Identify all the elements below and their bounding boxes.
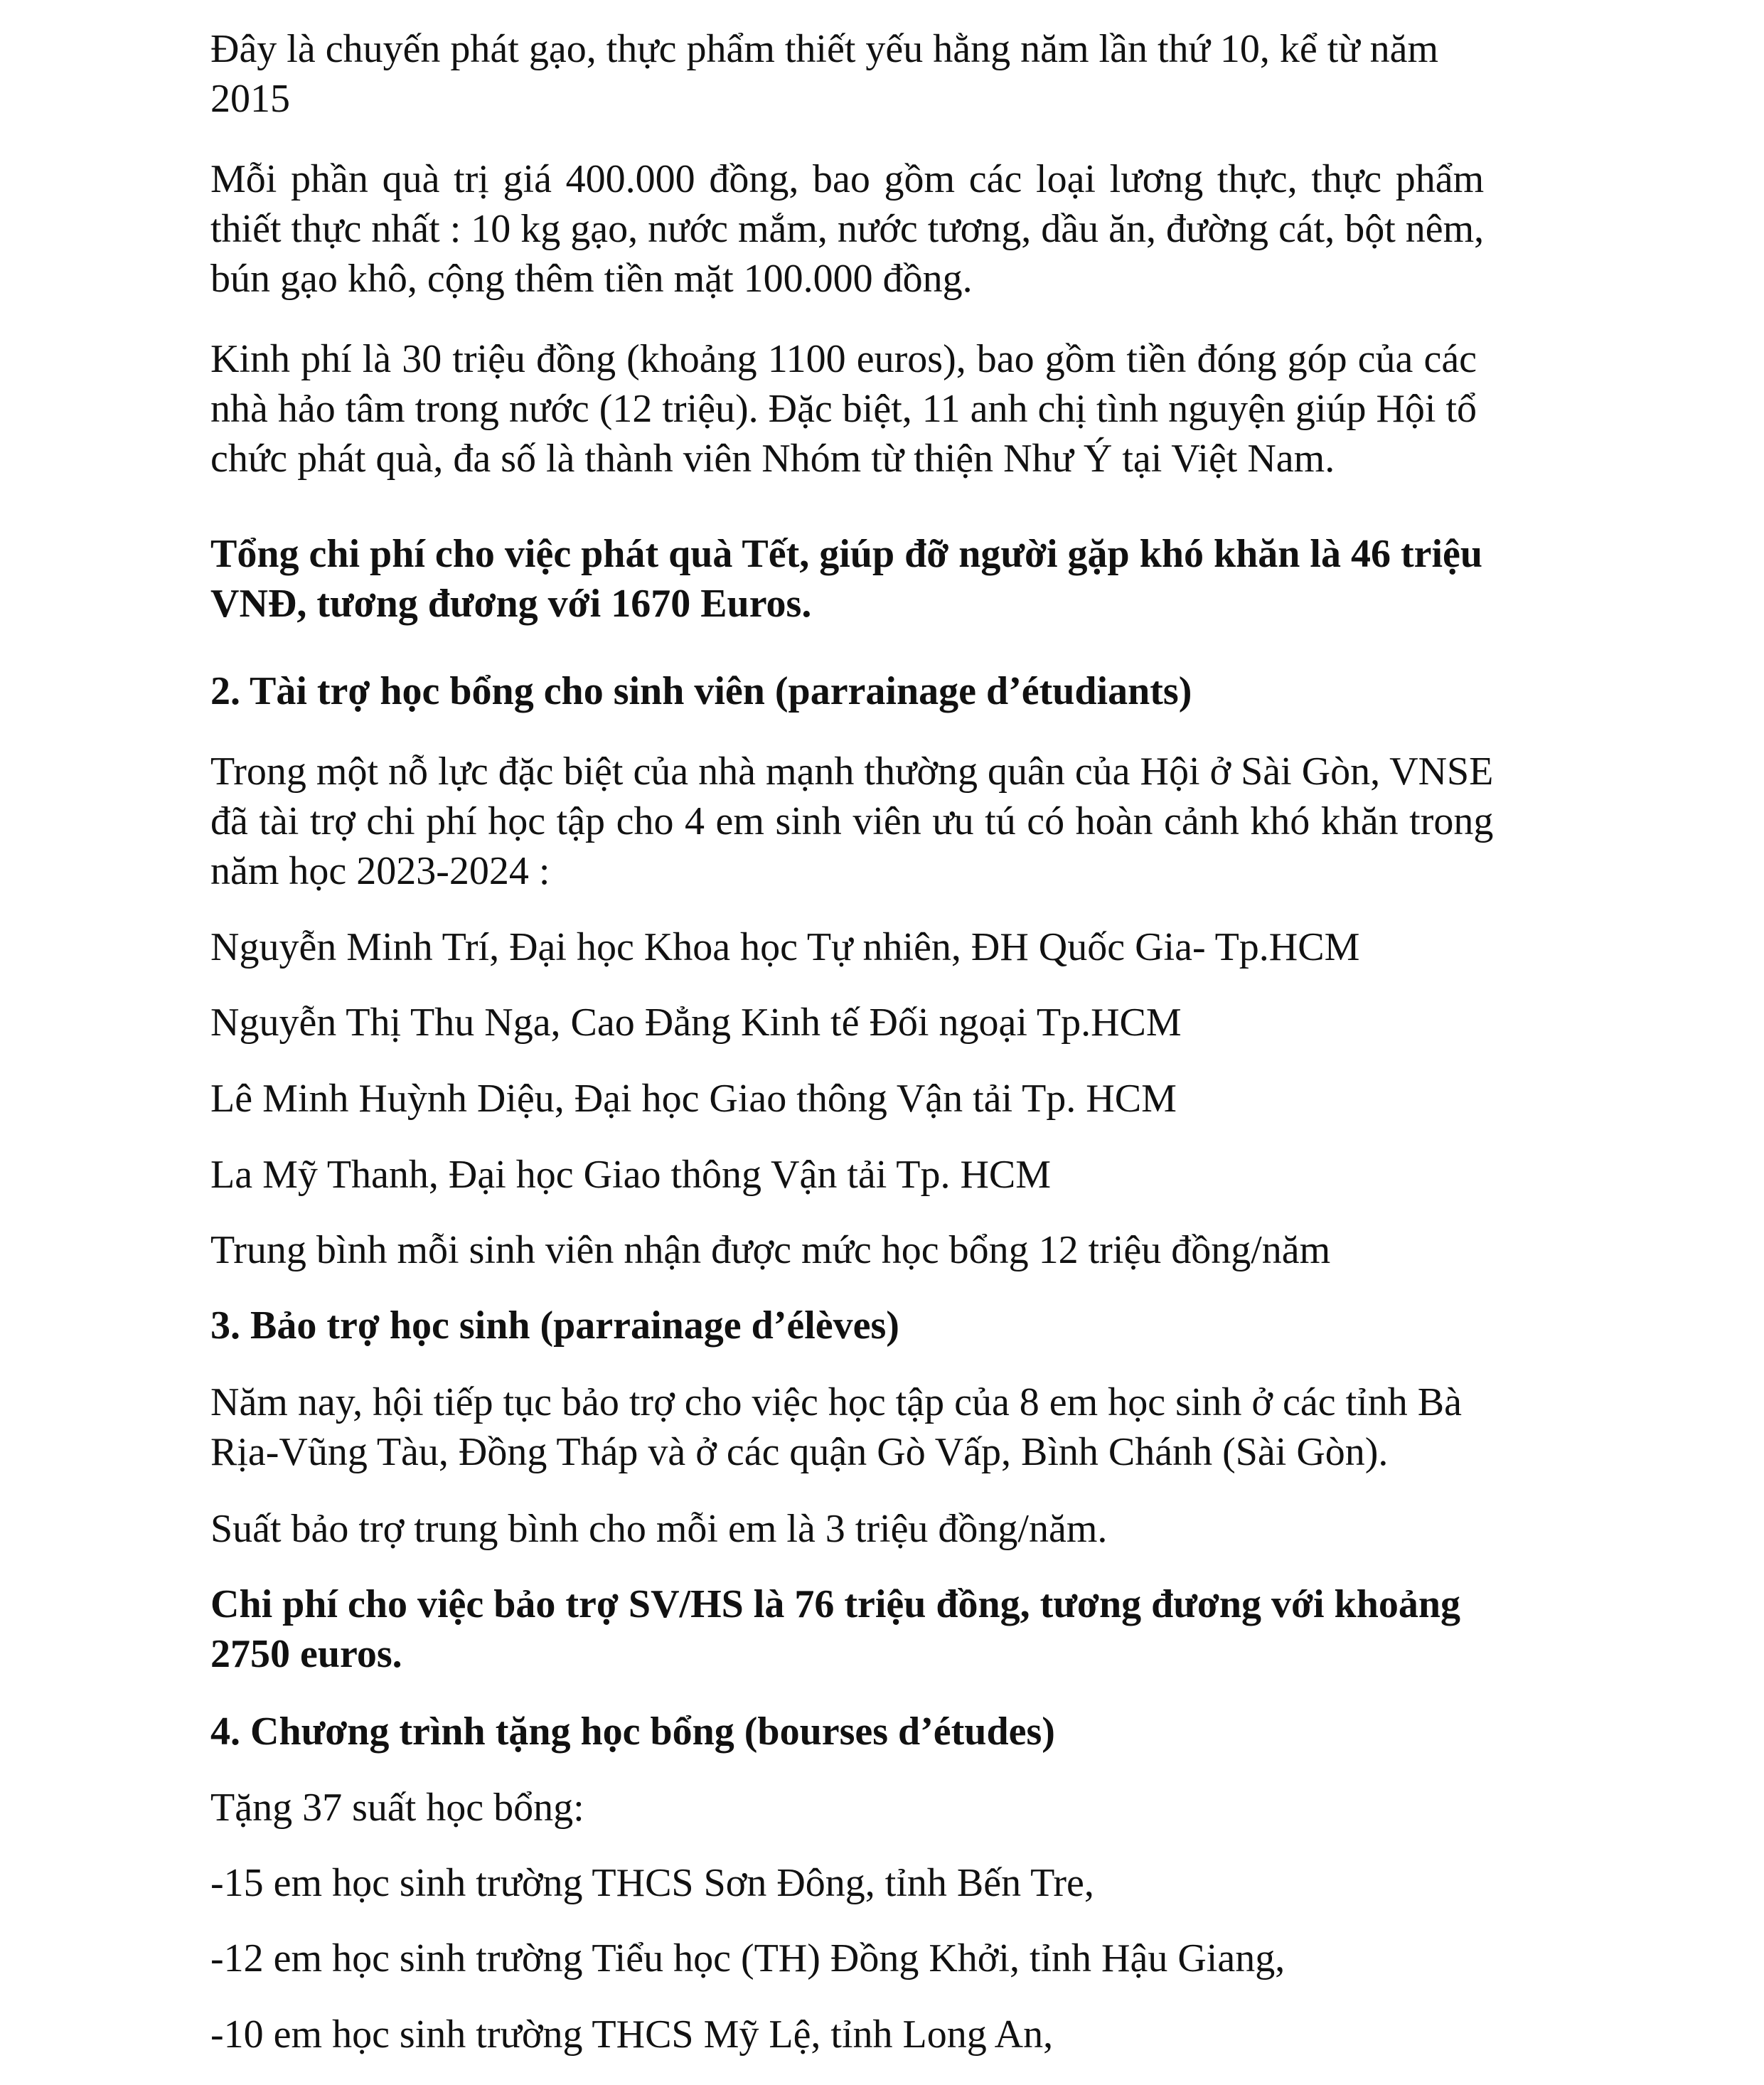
text-line: nhà hảo tâm trong nước (12 triệu). Đặc biệt, 11 anh chị tình nguyện giúp Hội tổ xyxy=(210,387,1477,431)
text-line: Năm nay, hội tiếp tục bảo trợ cho việc học tập của 8 em học sinh ở các tỉnh Bà xyxy=(210,1380,1462,1424)
paragraph-average-sponsorship: Suất bảo trợ trung bình cho mỗi em là 3 triệu đồng/năm. xyxy=(210,1507,1108,1551)
student-entry: Nguyễn Thị Thu Nga, Cao Đẳng Kinh tế Đối ngoại Tp.HCM xyxy=(210,1001,1182,1045)
student-entry: Nguyễn Minh Trí, Đại học Khoa học Tự nhiên, ĐH Quốc Gia- Tp.HCM xyxy=(210,925,1360,969)
text-line: Kinh phí là 30 triệu đồng (khoảng 1100 euros), bao gồm tiền đóng góp của các xyxy=(210,337,1477,381)
list-item: -10 em học sinh trường THCS Mỹ Lệ, tỉnh Long An, xyxy=(210,2012,1054,2057)
text-line: thiết thực nhất : 10 kg gạo, nước mắm, nước tương, dầu ăn, đường cát, bột nêm, xyxy=(210,207,1485,251)
text-line: 2015 xyxy=(210,77,290,121)
text-line: Đây là chuyến phát gạo, thực phẩm thiết yếu hằng năm lần thứ 10, kể từ năm xyxy=(210,27,1439,71)
heading-student-sponsorship: 2. Tài trợ học bổng cho sinh viên (parrainage d’étudiants) xyxy=(210,669,1192,713)
paragraph-pupil-sponsorship xyxy=(210,1377,1462,1477)
text-line: đã tài trợ chi phí học tập cho 4 em sinh viên ưu tú có hoàn cảnh khó khăn trong xyxy=(210,799,1494,843)
text-line: năm học 2023-2024 : xyxy=(210,849,550,893)
heading-scholarship-program: 4. Chương trình tặng học bổng (bourses d’études) xyxy=(210,1710,1055,1754)
paragraph-gift-contents xyxy=(210,154,1484,304)
text-line: Tổng chi phí cho việc phát quà Tết, giúp đỡ người gặp khó khăn là 46 triệu xyxy=(210,532,1483,576)
list-item: -12 em học sinh trường Tiểu học (TH) Đồng Khởi, tỉnh Hậu Giang, xyxy=(210,1936,1285,1980)
paragraph-tet-total xyxy=(210,529,1482,629)
text-line: bún gạo khô, cộng thêm tiền mặt 100.000 đồng. xyxy=(210,257,973,301)
text-line: Chi phí cho việc bảo trợ SV/HS là 76 triệu đồng, tương đương với khoảng xyxy=(210,1582,1460,1626)
text-line: Rịa-Vũng Tàu, Đồng Tháp và ở các quận Gò Vấp, Bình Chánh (Sài Gòn). xyxy=(210,1430,1389,1474)
paragraph-scholarship-count: Tặng 37 suất học bổng: xyxy=(210,1786,584,1830)
paragraph-funding xyxy=(210,334,1477,484)
text-line: VNĐ, tương đương với 1670 Euros. xyxy=(210,582,812,626)
list-item: -15 em học sinh trường THCS Sơn Đông, tỉnh Bến Tre, xyxy=(210,1861,1094,1905)
text-line: Mỗi phần quà trị giá 400.000 đồng, bao gồm các loại lương thực, thực phẩm xyxy=(210,157,1485,201)
paragraph-sponsorship-total xyxy=(210,1579,1460,1679)
paragraph-vnse-sponsorship xyxy=(210,747,1493,896)
heading-pupil-sponsorship: 3. Bảo trợ học sinh (parrainage d’élèves) xyxy=(210,1303,899,1348)
student-entry: Lê Minh Huỳnh Diệu, Đại học Giao thông Vận tải Tp. HCM xyxy=(210,1077,1177,1121)
student-entry: La Mỹ Thanh, Đại học Giao thông Vận tải Tp. HCM xyxy=(210,1153,1052,1197)
text-line: chức phát quà, đa số là thành viên Nhóm từ thiện Như Ý tại Việt Nam. xyxy=(210,437,1335,481)
paragraph-rice-distribution xyxy=(210,24,1438,124)
paragraph-average-scholarship: Trung bình mỗi sinh viên nhận được mức học bổng 12 triệu đồng/năm xyxy=(210,1228,1331,1272)
text-line: Trong một nỗ lực đặc biệt của nhà mạnh thường quân của Hội ở Sài Gòn, VNSE xyxy=(210,750,1494,794)
text-line: 2750 euros. xyxy=(210,1632,402,1676)
